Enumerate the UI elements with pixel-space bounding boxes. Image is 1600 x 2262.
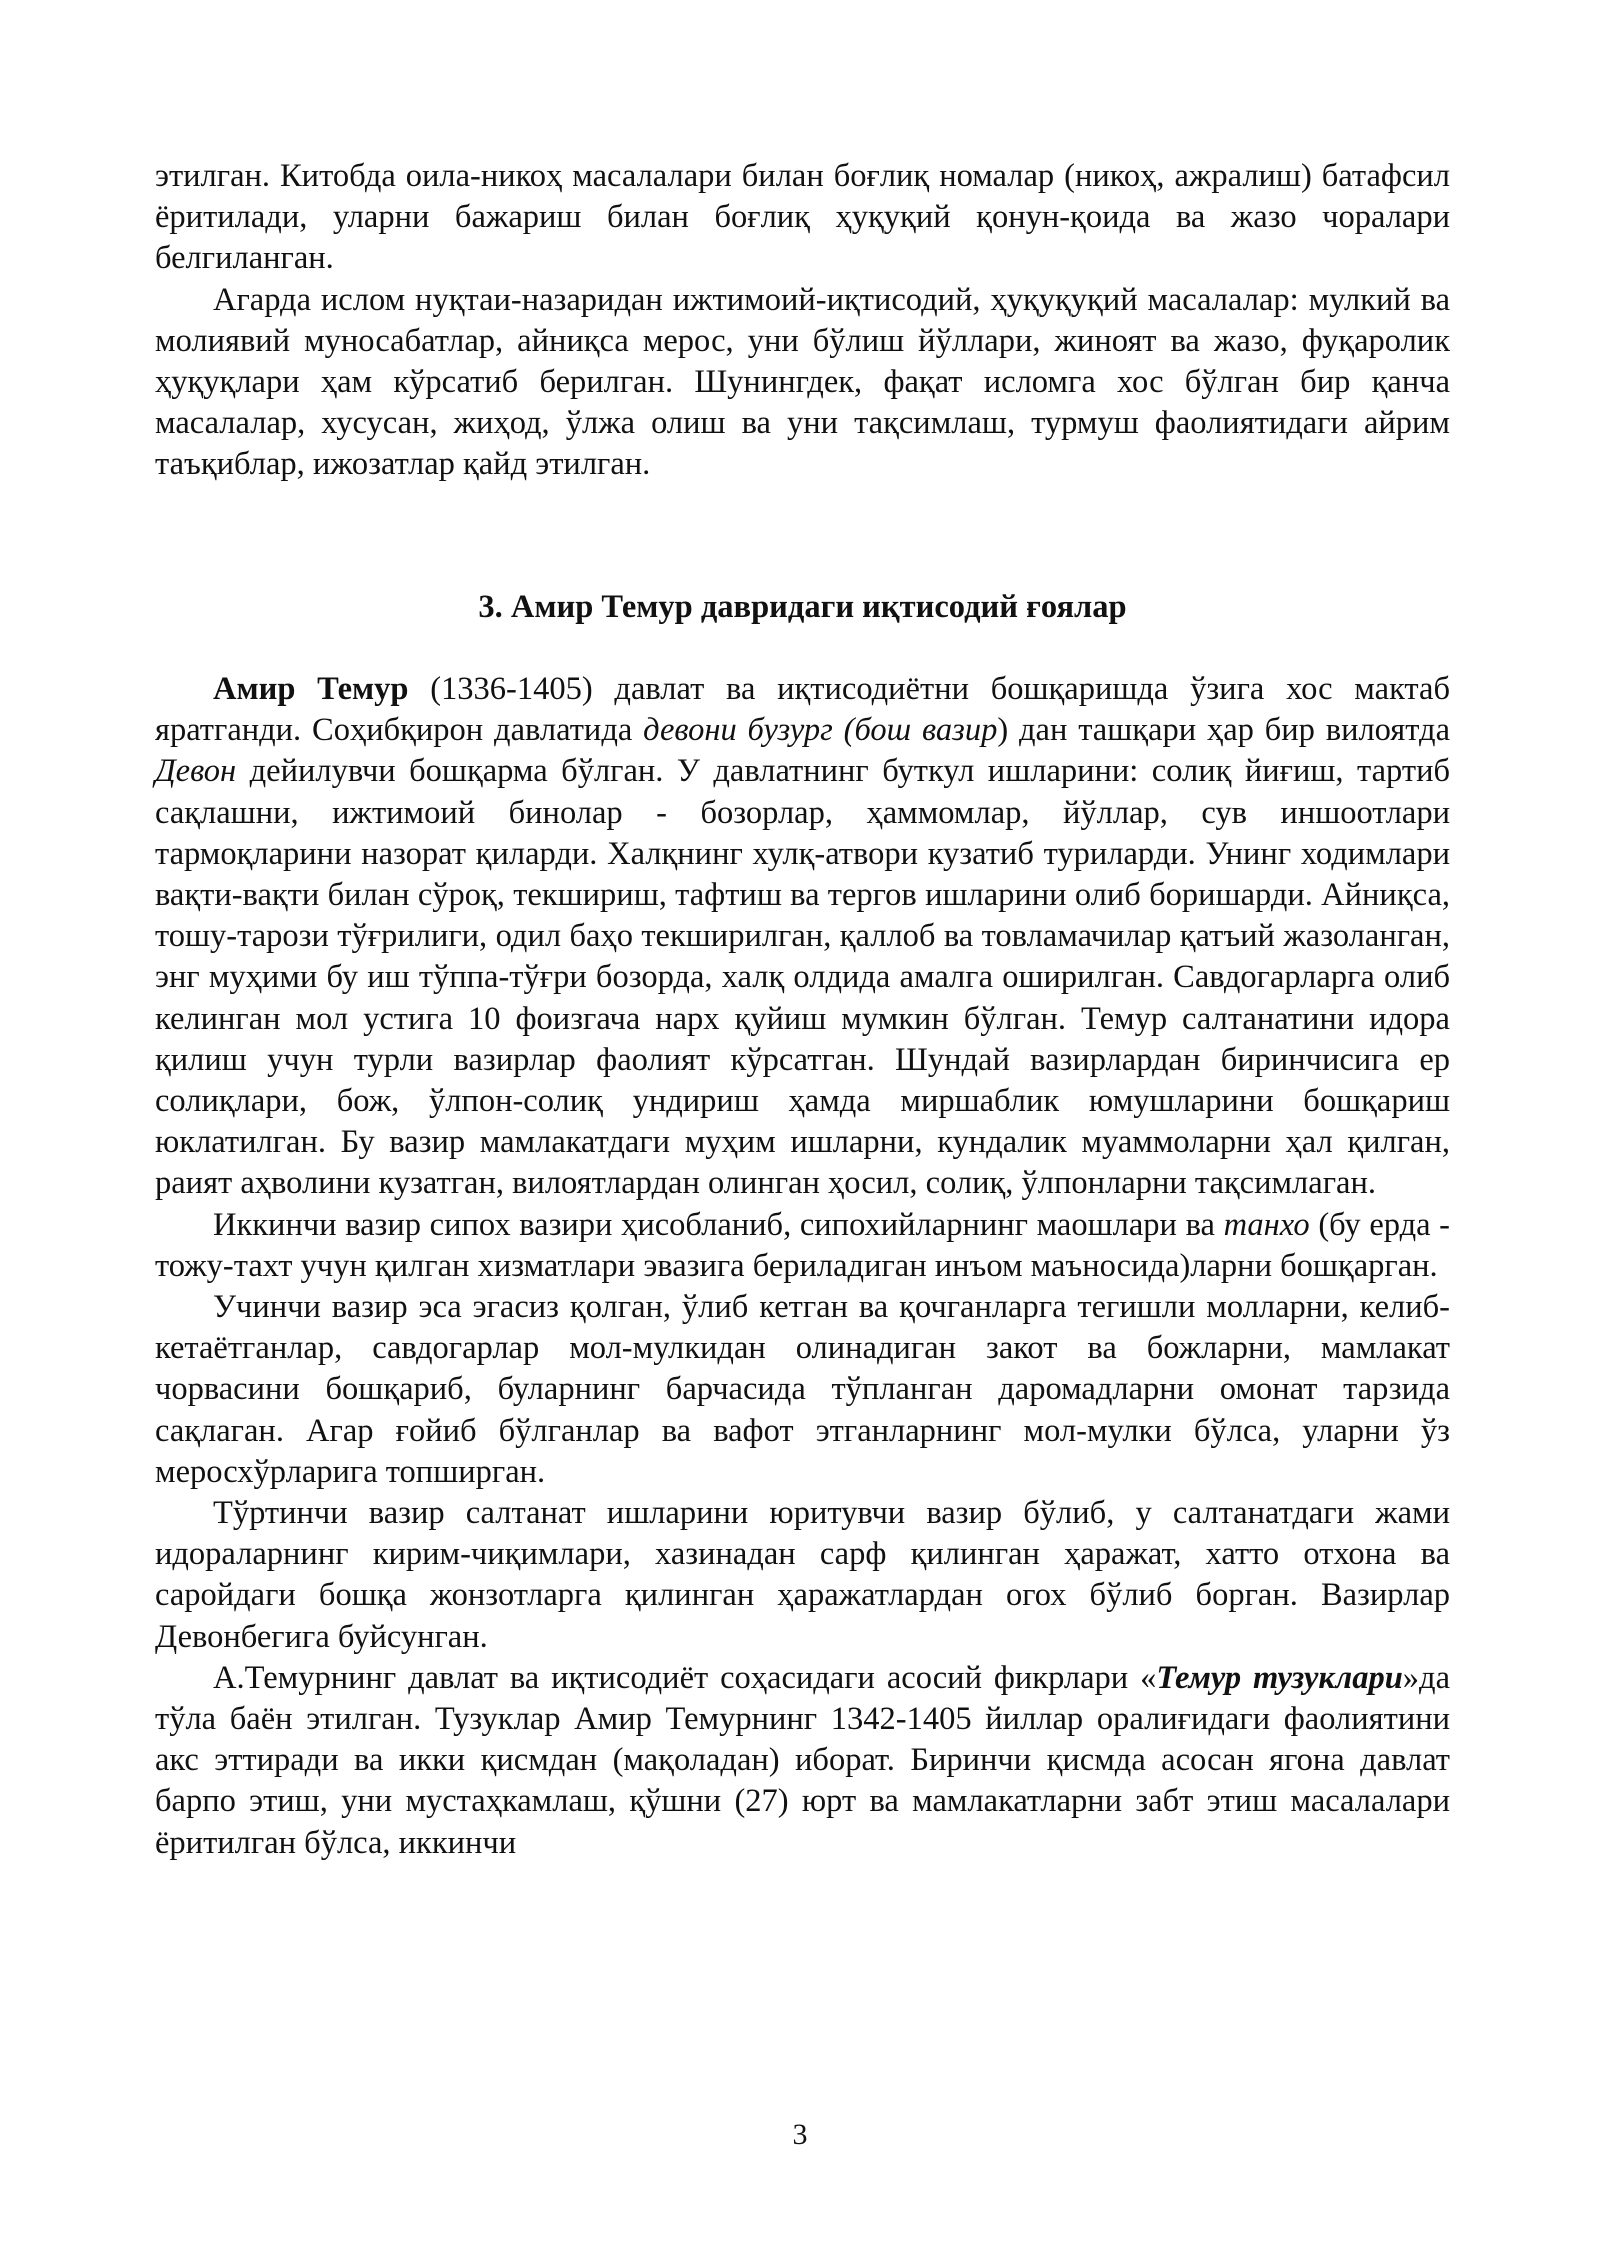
paragraph	[155, 1205, 1450, 1287]
paragraph: Учинчи вазир эса эгасиз қолган, ўлиб кетган ва қочганларга тегишли молларни, келиб-кетаётганлар, савдогарлар мол-мулкидан олинадиган закот ва божларни, мамлакат чорвасини бошқариб, буларнинг барчасида тўпланган даромадларни омонат тарзида сақлаган. Агар ғойиб бўлганлар ва вафот этганларнинг мол-мулки бўлса, уларни ўз меросхўрларига топширган.	[155, 1289, 1450, 1490]
paragraph	[155, 1658, 1450, 1864]
text-run: дейилувчи бошқарма бўлган. У давлатнинг буткул ишларини: солиқ йиғиш, тартиб сақлашни, ижтимоий бинолар - бозорлар, ҳаммомлар, йўллар, сув иншоотлари тармоқларини назорат қиларди. Халқнинг хулқ-атвори кузатиб туриларди. Унинг ходимлари вақти-вақти билан сўроқ, текшириш, тафтиш ва тергов ишларини олиб боришарди. Айниқса, тошу-тарози тўғрилиги, одил баҳо текширилган, қаллоб ва товламачилар қатъий жазоланган, энг муҳими бу иш тўппа-тўғри бозорда, халқ олдида амалга оширилган. Савдогарларга олиб келинган мол устига 10 фоизгача нарх қуйиш мумкин бўлган. Темур салтанатини идора қилиш учун турли вазирлар фаолият кўрсатган. Шундай вазирлардан биринчисига ер солиқлари, бож, ўлпон-солиқ ундириш ҳамда миршаблик юмушларини бошқариш юклатилган. Бу вазир мамлакатдаги муҳим ишларни, кундалик муаммоларни ҳал қилган, раият аҳволини кузатган, вилоятлардан олинган ҳосил, солиқ, ўлпонларни тақсимлаган.	[155, 753, 1450, 1202]
text-run: А.Темурнинг давлат ва иқтисодиёт соҳасидаги асосий фикрлари «	[213, 1659, 1157, 1696]
paragraph: Агарда ислом нуқтаи-назаридан ижтимоий-иқтисодий, ҳуқуқуқий масалалар: мулкий ва молиявий муносабатлар, айниқса мерос, уни бўлиш йўллари, жиноят ва жазо, фуқаролик ҳуқуқлари ҳам кўрсатиб берилган. Шунингдек, фақат исломга хос бўлган бир қанча масалалар, хусусан, жиҳод, ўлжа олиш ва уни тақсимлаш, турмуш фаолиятидаги айрим таъқиблар, ижозатлар қайд этилган.	[155, 281, 1450, 483]
section-text	[155, 669, 1450, 1864]
paragraph: Тўртинчи вазир салтанат ишларини юритувчи вазир бўлиб, у салтанатдаги жами идораларнинг кирим-чиқимлари, хазинадан сарф қилинган ҳаражат, хатто отхона ва саройдаги бошқа жонзотларга қилинган ҳаражатлардан огох бўлиб борган. Вазирлар Девонбегига буйсунган.	[155, 1495, 1450, 1655]
text-run: ) дан ташқари ҳар бир вилоятда	[997, 712, 1450, 749]
text-run: (бу ерда - тожу-тахт учун қилган хизматлари эвазига бериладиган инъом маъносида)ларни бошқарган.	[155, 1206, 1451, 1284]
paragraph	[155, 669, 1450, 1205]
bold-name: Амир Темур	[213, 671, 409, 707]
text-run: (1336-1405) давлат ва иқтисодиётни бошқаришда ўзига хос мактаб яратганди. Соҳибқирон давлатида	[155, 671, 1450, 749]
italic-term: Девон	[155, 753, 237, 790]
italic-term: танхо	[1223, 1206, 1310, 1243]
italic-term: девони бузург (бош вазир	[643, 712, 998, 749]
section-heading: 3. Амир Темур давридаги иқтисодий ғоялар	[478, 589, 1127, 625]
text-run: »да тўла баён этилган. Тузуклар Амир Темурнинг 1342-1405 йиллар оралиғидаги фаолиятини акс эттиради ва икки қисмдан (мақоладан) иборат. Биринчи қисмда асосан ягона давлат барпо этиш, уни мустаҳкамлаш, қўшни (27) юрт ва мамлакатларни забт этиш масалалари ёритилган бўлса, иккинчи	[155, 1659, 1451, 1861]
paragraph: этилган. Китобда оила-никоҳ масалалари билан боғлиқ номалар (никоҳ, ажралиш) батафсил ёритилади, уларни бажариш билан боғлиқ ҳуқуқий қонун-қоида ва жазо чоралари белгиланган.	[155, 158, 1450, 277]
page-number: 3	[792, 2118, 808, 2151]
bold-italic-title: Темур тузуклари	[1156, 1659, 1403, 1696]
text-run: Иккинчи вазир сипох вазири ҳисобланиб, сипохийларнинг маошлари ва	[213, 1206, 1224, 1243]
intro-text	[155, 156, 1450, 486]
